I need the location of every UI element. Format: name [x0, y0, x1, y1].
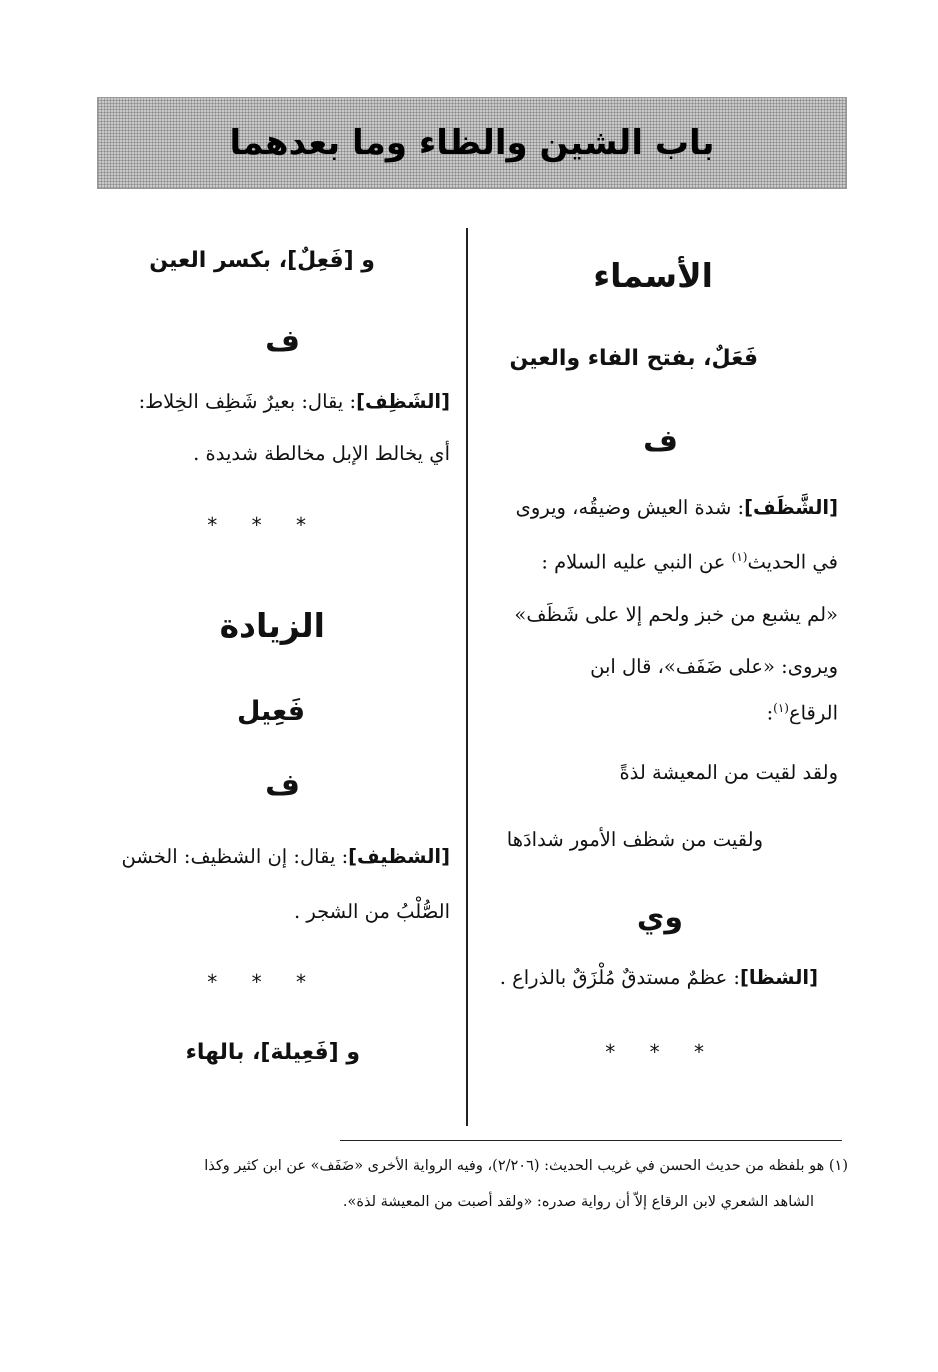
section-title-asmaa: الأسماء: [593, 256, 713, 295]
entry-term-shazaf: [الشَّظَف]: [744, 496, 838, 519]
verse-line-1: ولقد لقيت من المعيشة لذةً: [619, 761, 838, 784]
letter-heading-fa: ف: [265, 324, 300, 359]
letter-heading-wy: وي: [636, 900, 683, 935]
pattern-title-faal: فَعَلٌ، بفتح الفاء والعين: [509, 346, 758, 371]
verse-line-2: ولقيت من شظف الأمور شدادَها: [506, 828, 763, 851]
section-separator-stars: * * *: [605, 1040, 718, 1064]
footnote-ref: (١): [773, 701, 789, 715]
entry-shazeef-line2: الصُّلْبُ من الشجر .: [293, 900, 450, 923]
entry-term-shazif: [الشَظِف]: [356, 390, 450, 413]
column-divider: [466, 228, 468, 1126]
letter-heading-fa: ف: [265, 768, 300, 803]
section-separator-stars: * * *: [207, 513, 320, 537]
left-column: [82, 228, 460, 1128]
pattern-title-faeela: و [فَعِيلة]، بالهاء: [185, 1040, 360, 1065]
footnote-line-1: (١) هو بلفظه من حديث الحسن في غريب الحديث: (٢/٢٠٦)، وفيه الرواية الأخرى «ضَفَف» عن ابن كثير وكذا: [204, 1158, 848, 1174]
entry-term-shazeef: [الشظيف]: [348, 845, 450, 868]
entry-shazif-line1: [الشَظِف]: يقال: بعيرٌ شَظِف الخِلاط:: [138, 390, 450, 413]
section-title-ziyada: الزيادة: [219, 606, 325, 645]
footnote-ref: (١): [731, 550, 748, 564]
entry-shazaf-line5: الرقاع$^{(١)}$:: [766, 701, 838, 725]
section-separator-stars: * * *: [207, 970, 320, 994]
entry-term-shaza: [الشظا]: [740, 966, 818, 989]
footnote-rule: [340, 1140, 842, 1141]
chapter-title: باب الشين والظاء وما بعدهما: [229, 123, 715, 163]
pattern-title-faeel: فَعِيل: [236, 696, 305, 727]
entry-shaza: [الشظا]: عظمٌ مستدقٌ مُلْزَقٌ بالذراع .: [499, 966, 818, 989]
entry-shazaf-line1: [الشَّظَف]: شدة العيش وضيقُه، ويروى: [515, 496, 838, 519]
entry-shazeef-line1: [الشظيف]: يقال: إن الشظيف: الخشن: [121, 845, 450, 868]
entry-shazaf-line4: ويروى: «على ضَفَف»، قال ابن: [590, 655, 838, 678]
right-column: [480, 228, 848, 1128]
footnote-line-2: الشاهد الشعري لابن الرقاع إلاّ أن رواية صدره: «ولقد أصبت من المعيشة لذة».: [342, 1194, 814, 1210]
chapter-banner: [97, 97, 847, 189]
entry-shazaf-line2: في الحديث$^{(١)}$ عن النبي عليه السلام :: [541, 550, 838, 574]
pattern-title-faal-kasra: و [فَعِلٌ]، بكسر العين: [149, 248, 375, 273]
entry-shazif-line2: أي يخالط الإبل مخالطة شديدة .: [193, 442, 450, 465]
letter-heading-fa: ف: [643, 424, 678, 459]
hadith-quote: «لم يشبع من خبز ولحم إلا على شَظَف»: [514, 603, 838, 626]
